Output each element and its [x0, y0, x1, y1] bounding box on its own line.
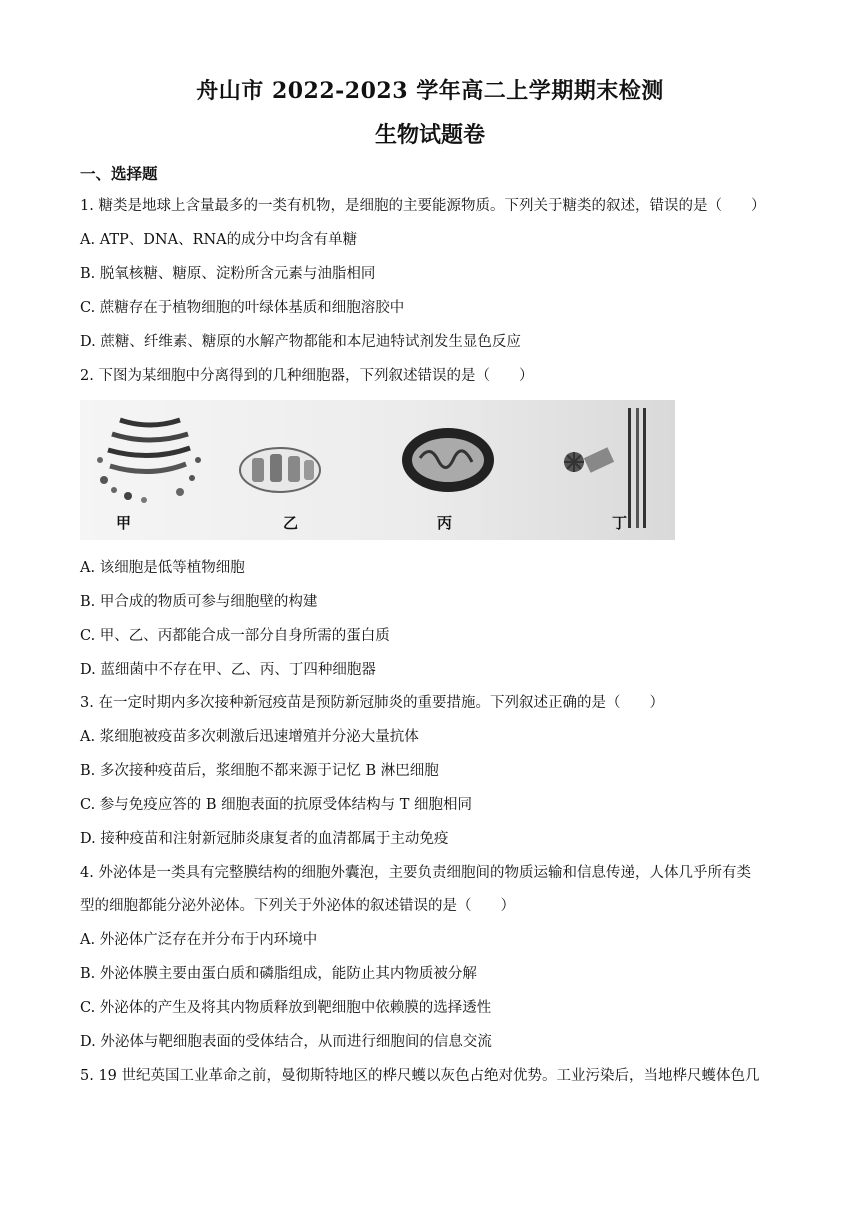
q4-option-b: B. 外泌体膜主要由蛋白质和磷脂组成，能防止其内物质被分解 — [80, 966, 477, 982]
q1-option-c: C. 蔗糖存在于植物细胞的叶绿体基质和细胞溶胶中 — [80, 300, 405, 316]
centriole-illustration — [564, 408, 646, 528]
mitochondrion-illustration — [402, 428, 494, 492]
chloroplast-illustration — [240, 448, 320, 492]
q2-option-a: A. 该细胞是低等植物细胞 — [80, 560, 245, 576]
question-2-stem: 2. 下图为某细胞中分离得到的几种细胞器，下列叙述错误的是（ ） — [80, 368, 534, 384]
figure-label-yi: 乙 — [283, 514, 299, 532]
golgi-illustration — [97, 420, 201, 503]
q3-option-d: D. 接种疫苗和注射新冠肺炎康复者的血清都属于主动免疫 — [80, 831, 449, 847]
q3-option-b: B. 多次接种疫苗后，浆细胞不都来源于记忆 B 淋巴细胞 — [80, 763, 439, 779]
q4-option-d: D. 外泌体与靶细胞表面的受体结合，从而进行细胞间的信息交流 — [80, 1034, 492, 1050]
q4-option-a: A. 外泌体广泛存在并分布于内环境中 — [80, 932, 318, 948]
q2-option-c: C. 甲、乙、丙都能合成一部分自身所需的蛋白质 — [80, 628, 390, 644]
question-5-stem: 5. 19 世纪英国工业革命之前，曼彻斯特地区的桦尺蠖以灰色占绝对优势。工业污染后，当地桦尺蠖体色几 — [80, 1068, 760, 1084]
exam-title: 舟山市 2022-2023 学年高二上学期期末检测 — [196, 78, 664, 104]
q1-option-d: D. 蔗糖、纤维素、糖原的水解产物都能和本尼迪特试剂发生显色反应 — [80, 334, 521, 350]
figure-label-bing: 丙 — [437, 514, 453, 532]
exam-subtitle: 生物试题卷 — [374, 122, 485, 148]
q3-option-a: A. 浆细胞被疫苗多次刺激后迅速增殖并分泌大量抗体 — [80, 729, 419, 745]
organelle-figure — [80, 400, 675, 540]
q1-option-a: A. ATP、DNA、RNA的成分中均含有单糖 — [80, 232, 358, 248]
q2-option-b: B. 甲合成的物质可参与细胞壁的构建 — [80, 594, 318, 610]
section-heading: 一、选择题 — [80, 164, 158, 183]
question-1-stem: 1. 糖类是地球上含量最多的一类有机物，是细胞的主要能源物质。下列关于糖类的叙述，错误的是（ ） — [80, 198, 766, 214]
question-4-stem-line-2: 型的细胞都能分泌外泌体。下列关于外泌体的叙述错误的是（ ） — [80, 898, 515, 914]
q1-option-b: B. 脱氧核糖、糖原、淀粉所含元素与油脂相同 — [80, 266, 376, 282]
question-4-stem-line-1: 4. 外泌体是一类具有完整膜结构的细胞外囊泡，主要负责细胞间的物质运输和信息传递，人体几乎所有类 — [80, 865, 751, 881]
figure-label-ding: 丁 — [612, 514, 628, 532]
question-3-stem: 3. 在一定时期内多次接种新冠疫苗是预防新冠肺炎的重要措施。下列叙述正确的是（ ） — [80, 695, 664, 711]
q2-option-d: D. 蓝细菌中不存在甲、乙、丙、丁四种细胞器 — [80, 662, 376, 678]
q4-option-c: C. 外泌体的产生及将其内物质释放到靶细胞中依赖膜的选择透性 — [80, 1000, 492, 1016]
q3-option-c: C. 参与免疫应答的 B 细胞表面的抗原受体结构与 T 细胞相同 — [80, 797, 473, 813]
figure-label-jia: 甲 — [116, 514, 132, 532]
